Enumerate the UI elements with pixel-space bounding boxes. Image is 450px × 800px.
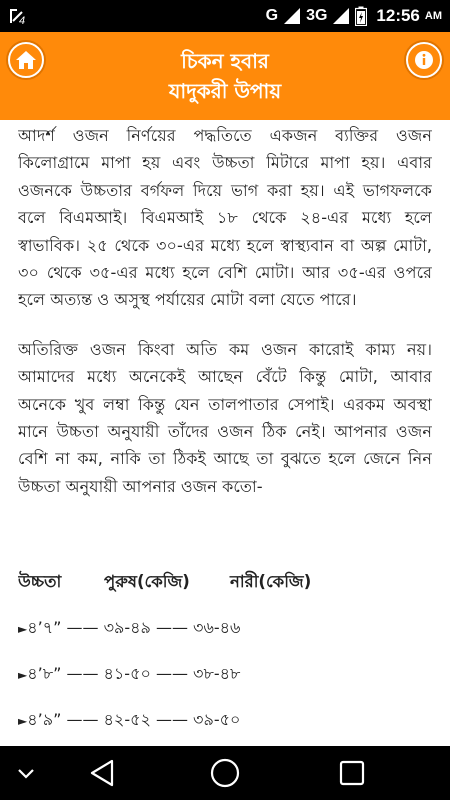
status-right: [266, 6, 442, 26]
chevron-down-icon: [16, 766, 36, 780]
status-left: [8, 7, 28, 25]
row-text: ৪’৯” —— ৪২-৫২ —— ৩৯-৫০: [27, 710, 241, 730]
row-arrow-icon: ►: [18, 668, 28, 683]
network-3g-label: 3G: [306, 7, 328, 24]
weight-table-row: [18, 612, 432, 644]
info-button[interactable]: [406, 42, 442, 78]
notification-icon: [8, 7, 28, 25]
app-title: [169, 46, 281, 106]
navigation-bar: [0, 746, 450, 800]
status-bar: [0, 0, 450, 32]
home-icon: [15, 50, 37, 70]
signal-g-icon: [283, 7, 301, 25]
row-text: ৪’৮” —— ৪১-৫০ —— ৩৮-৪৮: [27, 664, 241, 684]
row-arrow-icon: ►: [18, 714, 28, 729]
article-paragraph: আদর্শ ওজন নির্ণয়ের পদ্ধতিতে একজন ব্যক্তির ওজন কিলোগ্রামে মাপা হয় এবং উচ্চতা মিটারে মাপা হয়। এবার ওজনকে উচ্চতার বর্গফল দিয়ে ভাগ করা হয়। এই ভাগফলকে বলে বিএমআই। বিএমআই ১৮ থেকে ২৪-এর মধ্যে হলে স্বাভাবিক। ২৫ থেকে ৩০-এর মধ্যে হলে স্বাস্থ্যবান বা অল্প মোটা, ৩০ থেকে ৩৫-এর মধ্যে হলে বেশি মোটা। আর ৩৫-এর ওপরে হলে অত্যন্ত ও অসুস্থ পর্যায়ের মোটা বলা যেতে পারে।: [18, 126, 432, 310]
article-paragraph: অতিরিক্ত ওজন কিংবা অতি কম ওজন কারোই কাম্য নয়। আমাদের মধ্যে অনেকেই আছেন বেঁটে কিন্তু মোটা, আবার অনেকে খুব লম্বা কিন্তু যেন তালপাতার সেপাই। এরকম অবস্থা মানে উচ্চতা অনুযায়ী তাঁদের ওজন ঠিক নেই। আপনার ওজন বেশি না কম, নাকি তা ঠিকই আছে তা বুঝতে হলে জেনে নিন উচ্চতা অনুযায়ী আপনার ওজন কতো-: [18, 339, 432, 496]
nav-recents-button[interactable]: [328, 746, 376, 800]
nav-down-button[interactable]: [6, 746, 46, 800]
status-time: 12:56: [376, 6, 420, 25]
home-circle-icon: [209, 757, 241, 789]
article-content: [18, 122, 432, 746]
svg-text:4: 4: [19, 15, 26, 25]
home-button[interactable]: [8, 42, 44, 78]
info-icon: [414, 50, 434, 70]
row-text: ৪’৭” —— ৩৯-৪৯ —— ৩৬-৪৬: [27, 618, 241, 638]
header-height: উচ্চতা: [18, 571, 62, 591]
app-bar: [0, 32, 450, 120]
row-arrow-icon: ►: [18, 622, 28, 637]
header-male: পুরুষ(কেজি): [104, 571, 190, 591]
weight-table-row: [18, 704, 432, 736]
app-title-line-2: যাদুকরী উপায়: [168, 79, 282, 103]
recents-square-icon: [338, 759, 366, 787]
signal-3g-icon: [332, 7, 350, 25]
weight-table-header: [18, 566, 432, 598]
header-female: নারী(কেজি): [230, 571, 312, 591]
nav-back-button[interactable]: [78, 746, 126, 800]
network-g-label: G: [265, 7, 279, 24]
app-title-line-1: চিকন হবার: [181, 49, 269, 73]
back-triangle-icon: [88, 758, 116, 788]
weight-table-row: [18, 658, 432, 690]
battery-icon: [355, 6, 367, 26]
status-ampm: AM: [424, 10, 442, 22]
nav-home-button[interactable]: [200, 746, 250, 800]
